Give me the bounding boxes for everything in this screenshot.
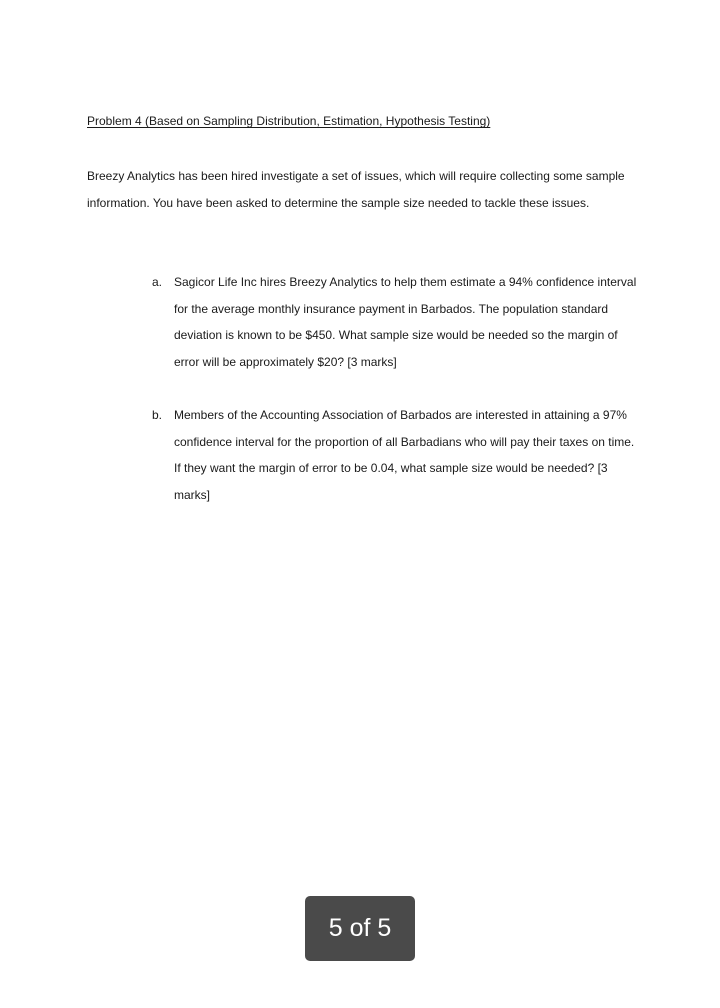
question-a-text: Sagicor Life Inc hires Breezy Analytics to help them estimate a 94% confidence interval for the average monthly insurance payment in Barbados. The population standard deviation is known to be $450. What sample size would be needed so the margin of error will be approximately $20? [3 marks] — [174, 275, 637, 370]
problem-heading: Problem 4 (Based on Sampling Distribution, Estimation, Hypothesis Testing) — [87, 114, 491, 128]
question-b — [152, 402, 642, 509]
question-a-marker: a. — [152, 275, 163, 289]
intro-paragraph: Breezy Analytics has been hired investigate a set of issues, which will require collecting some sample information. You have been asked to determine the sample size needed to tackle these issues. — [87, 169, 625, 210]
question-b-text: Members of the Accounting Association of Barbados are interested in attaining a 97% confidence interval for the proportion of all Barbadians who will pay their taxes on time. If they want the margin of error to be 0.04, what sample size would be needed? [3 marks] — [174, 408, 635, 503]
question-a — [152, 269, 642, 376]
page-indicator: 5 of 5 — [305, 896, 415, 961]
question-b-marker: b. — [152, 408, 163, 422]
